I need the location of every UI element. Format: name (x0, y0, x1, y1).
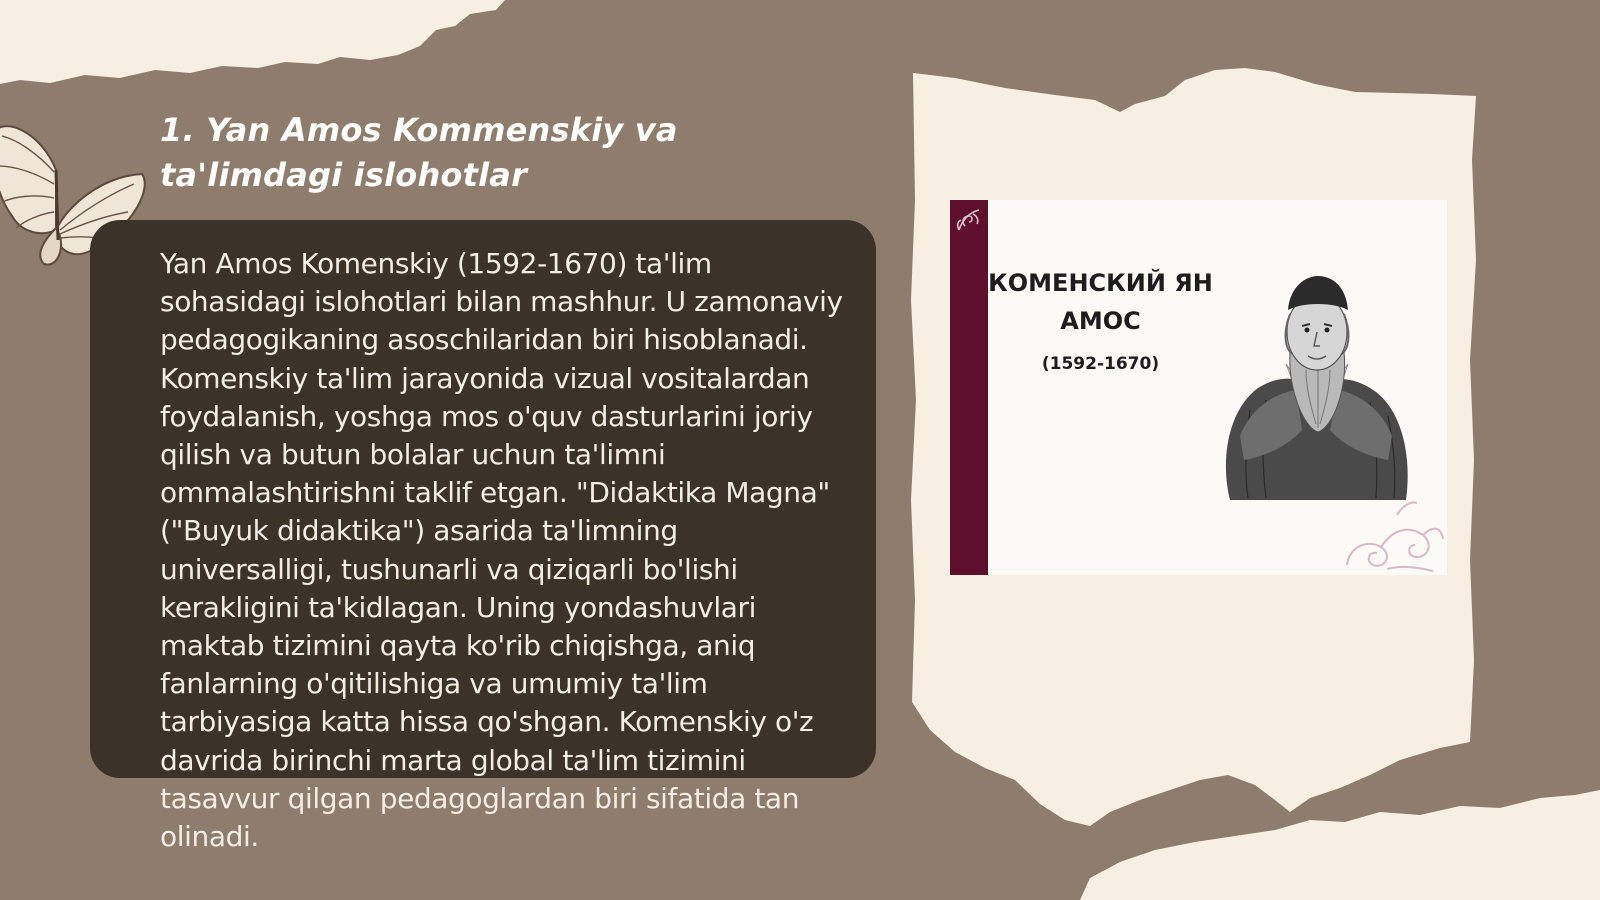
portrait-sidebar (950, 200, 988, 575)
slide-title-line-1: 1. Yan Amos Kommenskiy va (160, 111, 678, 149)
portrait-name-line-2: АМОС (1060, 307, 1141, 335)
engraved-portrait (1210, 260, 1420, 505)
ornament-flourish-icon (953, 204, 985, 236)
portrait-image (950, 200, 1447, 575)
portrait-name (988, 264, 1213, 340)
slide-title (160, 108, 720, 198)
portrait-name-line-1: КОМЕНСКИЙ ЯН (988, 269, 1213, 297)
slide-title-line-2: ta'limdagi islohotlar (160, 156, 528, 194)
portrait-dates: (1592-1670) (1041, 354, 1160, 374)
body-text: Yan Amos Komenskiy (1592-1670) ta'lim sohasidagi islohotlari bilan mashhur. U zamonaviy pedagogikaning asoschilaridan biri hisoblanadi. Komenskiy ta'lim jarayonida vizual vositalardan foydalanish, yoshga mos o'quv dasturlarini joriy qilish va butun bolalar uchun ta'limni ommalashtirishni taklif etgan. "Didaktika Magna" ("Buyuk didaktika") asarida ta'limning universalligi, tushunarli va qiziqarli bo'lishi kerakligini ta'kidlagan. Uning yondashuvlari maktab tizimini qayta ko'rib chiqishga, aniq fanlarning o'qitilishiga va umumiy ta'lim tarbiyasiga katta hissa qo'shgan. Komenskiy o'z davrida birinchi marta global ta'lim tizimini tasavvur qilgan pedagoglardan biri sifatida tan olinadi. (160, 247, 843, 854)
corner-flourish-icon (1337, 495, 1447, 575)
